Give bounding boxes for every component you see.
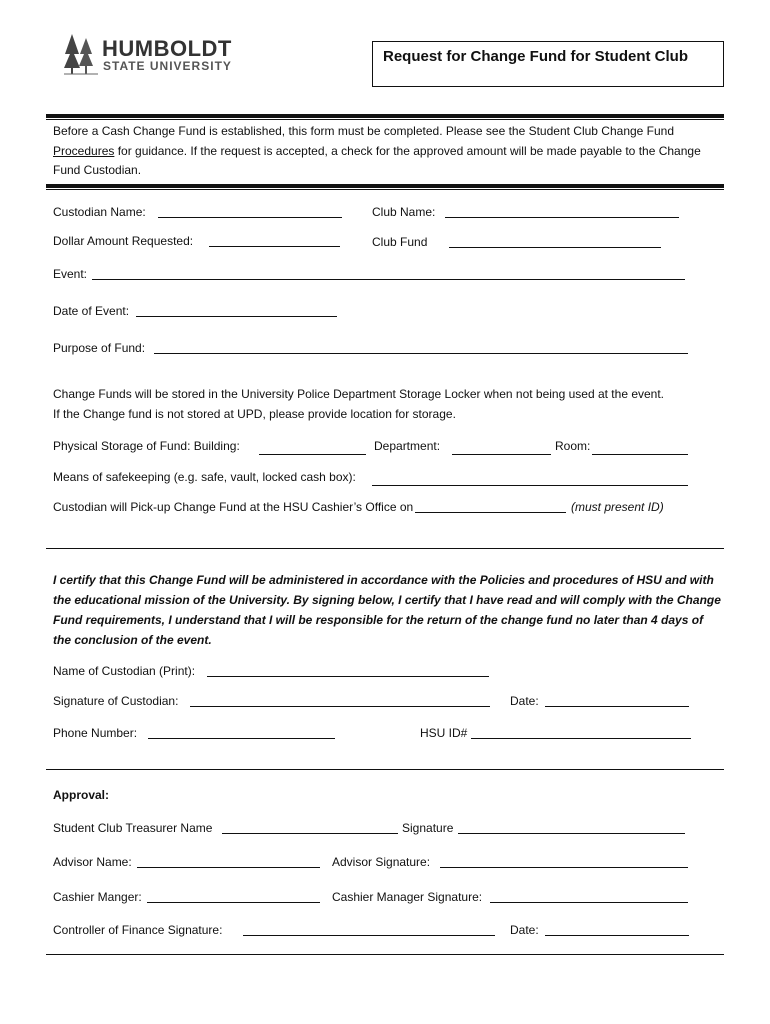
department-label: Department: [374,439,441,453]
top-divider-thin [46,119,724,120]
building-label: Physical Storage of Fund: Building: [53,439,240,453]
purpose-field[interactable] [154,353,688,354]
building-field[interactable] [259,454,366,455]
cashier-manager-field[interactable] [147,902,320,903]
event-label: Event: [53,267,88,281]
room-field[interactable] [592,454,688,455]
intro-divider-thin [46,189,724,190]
hsu-id-field[interactable] [471,738,691,739]
approval-date-field[interactable] [545,935,689,936]
intro-paragraph [53,122,713,181]
advisor-signature-label: Advisor Signature: [332,855,431,869]
approval-date-label: Date: [510,923,539,937]
must-present-id-note: (must present ID) [571,500,664,514]
certification-statement: I certify that this Change Fund will be administered in accordance with the Policies and procedures of HSU and with the educational mission of the University. By signing below, I certify that I have read and will comply with the Change Fund requirements, I understand that I will be responsible for the return of the change fund no later than 4 days of the conclusion of the event. [53,573,721,647]
custodian-name-field[interactable] [158,217,342,218]
custodian-name-label: Custodian Name: [53,205,146,219]
cashier-manager-signature-field[interactable] [490,902,688,903]
intro-divider [46,184,724,188]
title-box [372,41,724,87]
controller-signature-label: Controller of Finance Signature: [53,923,223,937]
controller-signature-field[interactable] [243,935,495,936]
cashier-manager-signature-label: Cashier Manager Signature: [332,890,483,904]
custodian-signature-field[interactable] [190,706,490,707]
department-field[interactable] [452,454,551,455]
club-fund-field[interactable] [449,247,661,248]
logo-name: HUMBOLDT [102,36,232,61]
intro-text-2: for guidance. If the request is accepted, a check for the approved amount will be made payable to the Change Fund Custodian. [53,143,701,177]
intro-text-1: Before a Cash Change Fund is established, this form must be completed. Please see the Student Club Change Fund [53,124,675,138]
date-of-event-label: Date of Event: [53,304,130,318]
custodian-print-field[interactable] [207,676,489,677]
certification-divider [46,548,724,549]
logo-subtitle: STATE UNIVERSITY [103,59,232,73]
custodian-signature-label: Signature of Custodian: [53,694,179,708]
pickup-date-field[interactable] [415,512,566,513]
date-of-event-field[interactable] [136,316,337,317]
dollar-amount-field[interactable] [209,246,340,247]
bottom-divider [46,954,724,955]
club-name-field[interactable] [445,217,679,218]
event-field[interactable] [92,279,685,280]
custodian-print-label: Name of Custodian (Print): [53,664,196,678]
custodian-date-label: Date: [510,694,539,708]
treasurer-signature-label: Signature [402,821,454,835]
custodian-date-field[interactable] [545,706,689,707]
treasurer-signature-field[interactable] [458,833,685,834]
phone-field[interactable] [148,738,335,739]
tree-icon [62,32,100,76]
club-name-label: Club Name: [372,205,436,219]
hsu-id-label: HSU ID# [420,726,468,740]
advisor-name-label: Advisor Name: [53,855,132,869]
phone-label: Phone Number: [53,726,138,740]
purpose-label: Purpose of Fund: [53,341,146,355]
treasurer-name-field[interactable] [222,833,398,834]
pickup-label: Custodian will Pick-up Change Fund at the HSU Cashier’s Office on [53,500,414,514]
means-label: Means of safekeeping (e.g. safe, vault, locked cash box): [53,470,356,484]
approval-divider [46,769,724,770]
page-title: Request for Change Fund for Student Club [383,48,688,65]
room-label: Room: [555,439,591,453]
means-field[interactable] [372,485,688,486]
approval-heading: Approval: [53,788,110,802]
top-divider [46,114,724,118]
storage-note-2: If the Change fund is not stored at UPD, please provide location for storage. [53,407,456,421]
treasurer-name-label: Student Club Treasurer Name [53,821,213,835]
club-fund-label: Club Fund [372,235,428,249]
dollar-amount-label: Dollar Amount Requested: [53,234,194,248]
cashier-manager-label: Cashier Manger: [53,890,142,904]
advisor-name-field[interactable] [137,867,320,868]
storage-note-1: Change Funds will be stored in the University Police Department Storage Locker when not being used at the event. [53,387,665,401]
advisor-signature-field[interactable] [440,867,688,868]
procedures-link[interactable]: Procedures [53,143,115,158]
